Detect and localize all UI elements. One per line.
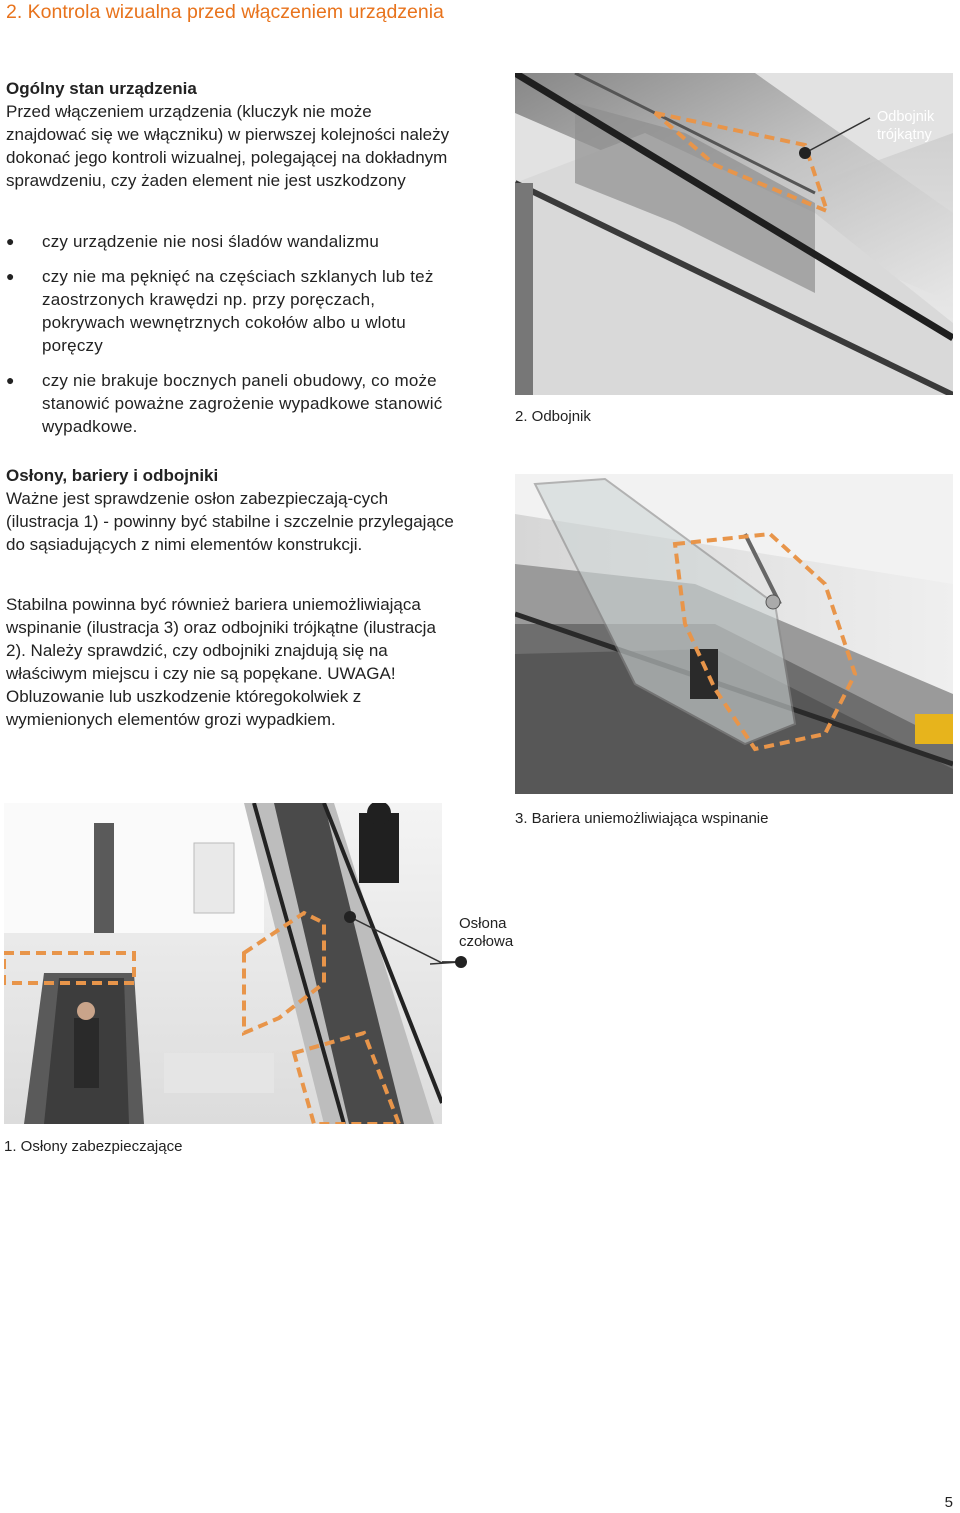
list-item: ● czy nie brakuje bocznych paneli obudowy, co może stanowić poważne zagrożenie wypadkowe stanowić wypadkowe. <box>6 371 443 436</box>
guards-label-line2: czołowa <box>459 933 514 950</box>
guards-illustration <box>4 803 442 1124</box>
figure-barrier-photo <box>515 474 953 794</box>
figure-caption: 3. Bariera uniemożliwiająca wspinanie <box>515 810 769 827</box>
section-paragraph: Przed włączeniem urządzenia (kluczyk nie może znajdować się we włączniku) w pierwszej kolejności należy dokonać jego kontroli wizualnej, polegającej na dokładnym sprawdzeniu, czy żaden element nie jest uszkodzony <box>6 102 450 190</box>
figure-deflector-photo <box>515 73 953 395</box>
deflector-label-line1: Odbojnik <box>877 109 935 125</box>
deflector-illustration <box>515 73 953 395</box>
deflector-label-line2: trójkątny <box>877 127 932 143</box>
list-item: ● czy nie ma pęknięć na częściach szklanych lub też zaostrzonych krawędzi np. przy poręczach, pokrywach wewnętrznych cokołów albo u wlotu poręczy <box>6 267 434 355</box>
bullet-icon: ● <box>6 268 15 284</box>
bullet-icon: ● <box>6 233 15 249</box>
section-paragraph: Stabilna powinna być również bariera uniemożliwiająca wspinanie (ilustracja 3) oraz odbojniki trójkątne (ilustracja 2). Należy sprawdzić, czy odbojniki znajdują się na właściwym miejscu i czy nie są popękane. UWAGA! Obluzowanie lub uszkodzenie któregokolwiek z wymienionych elementów grozi wypadkiem. <box>6 595 436 729</box>
section-general-state <box>6 77 456 192</box>
list-item: ● czy urządzenie nie nosi śladów wandalizmu <box>6 232 380 251</box>
page-title: 2. Kontrola wizualna przed włączeniem urządzenia <box>6 1 444 23</box>
section-guards <box>6 464 456 556</box>
section-heading: Osłony, bariery i odbojniki <box>6 466 219 485</box>
section-paragraph: Ważne jest sprawdzenie osłon zabezpieczają-cych (ilustracja 1) - powinny być stabilne i szczelnie przylegające do sąsiadujących z nimi elementów konstrukcji. <box>6 489 454 554</box>
page-number: 5 <box>944 1494 953 1511</box>
figure-guards-photo <box>4 803 442 1124</box>
bullet-icon: ● <box>6 372 15 388</box>
section-barrier <box>6 593 456 731</box>
checklist <box>6 230 456 450</box>
figure-caption: 2. Odbojnik <box>515 408 591 425</box>
section-heading: Ogólny stan urządzenia <box>6 79 197 98</box>
figure-caption: 1. Osłony zabezpieczające <box>4 1138 183 1155</box>
guards-label <box>459 915 513 951</box>
guards-label-line1: Osłona <box>459 915 507 932</box>
barrier-illustration <box>515 474 953 794</box>
